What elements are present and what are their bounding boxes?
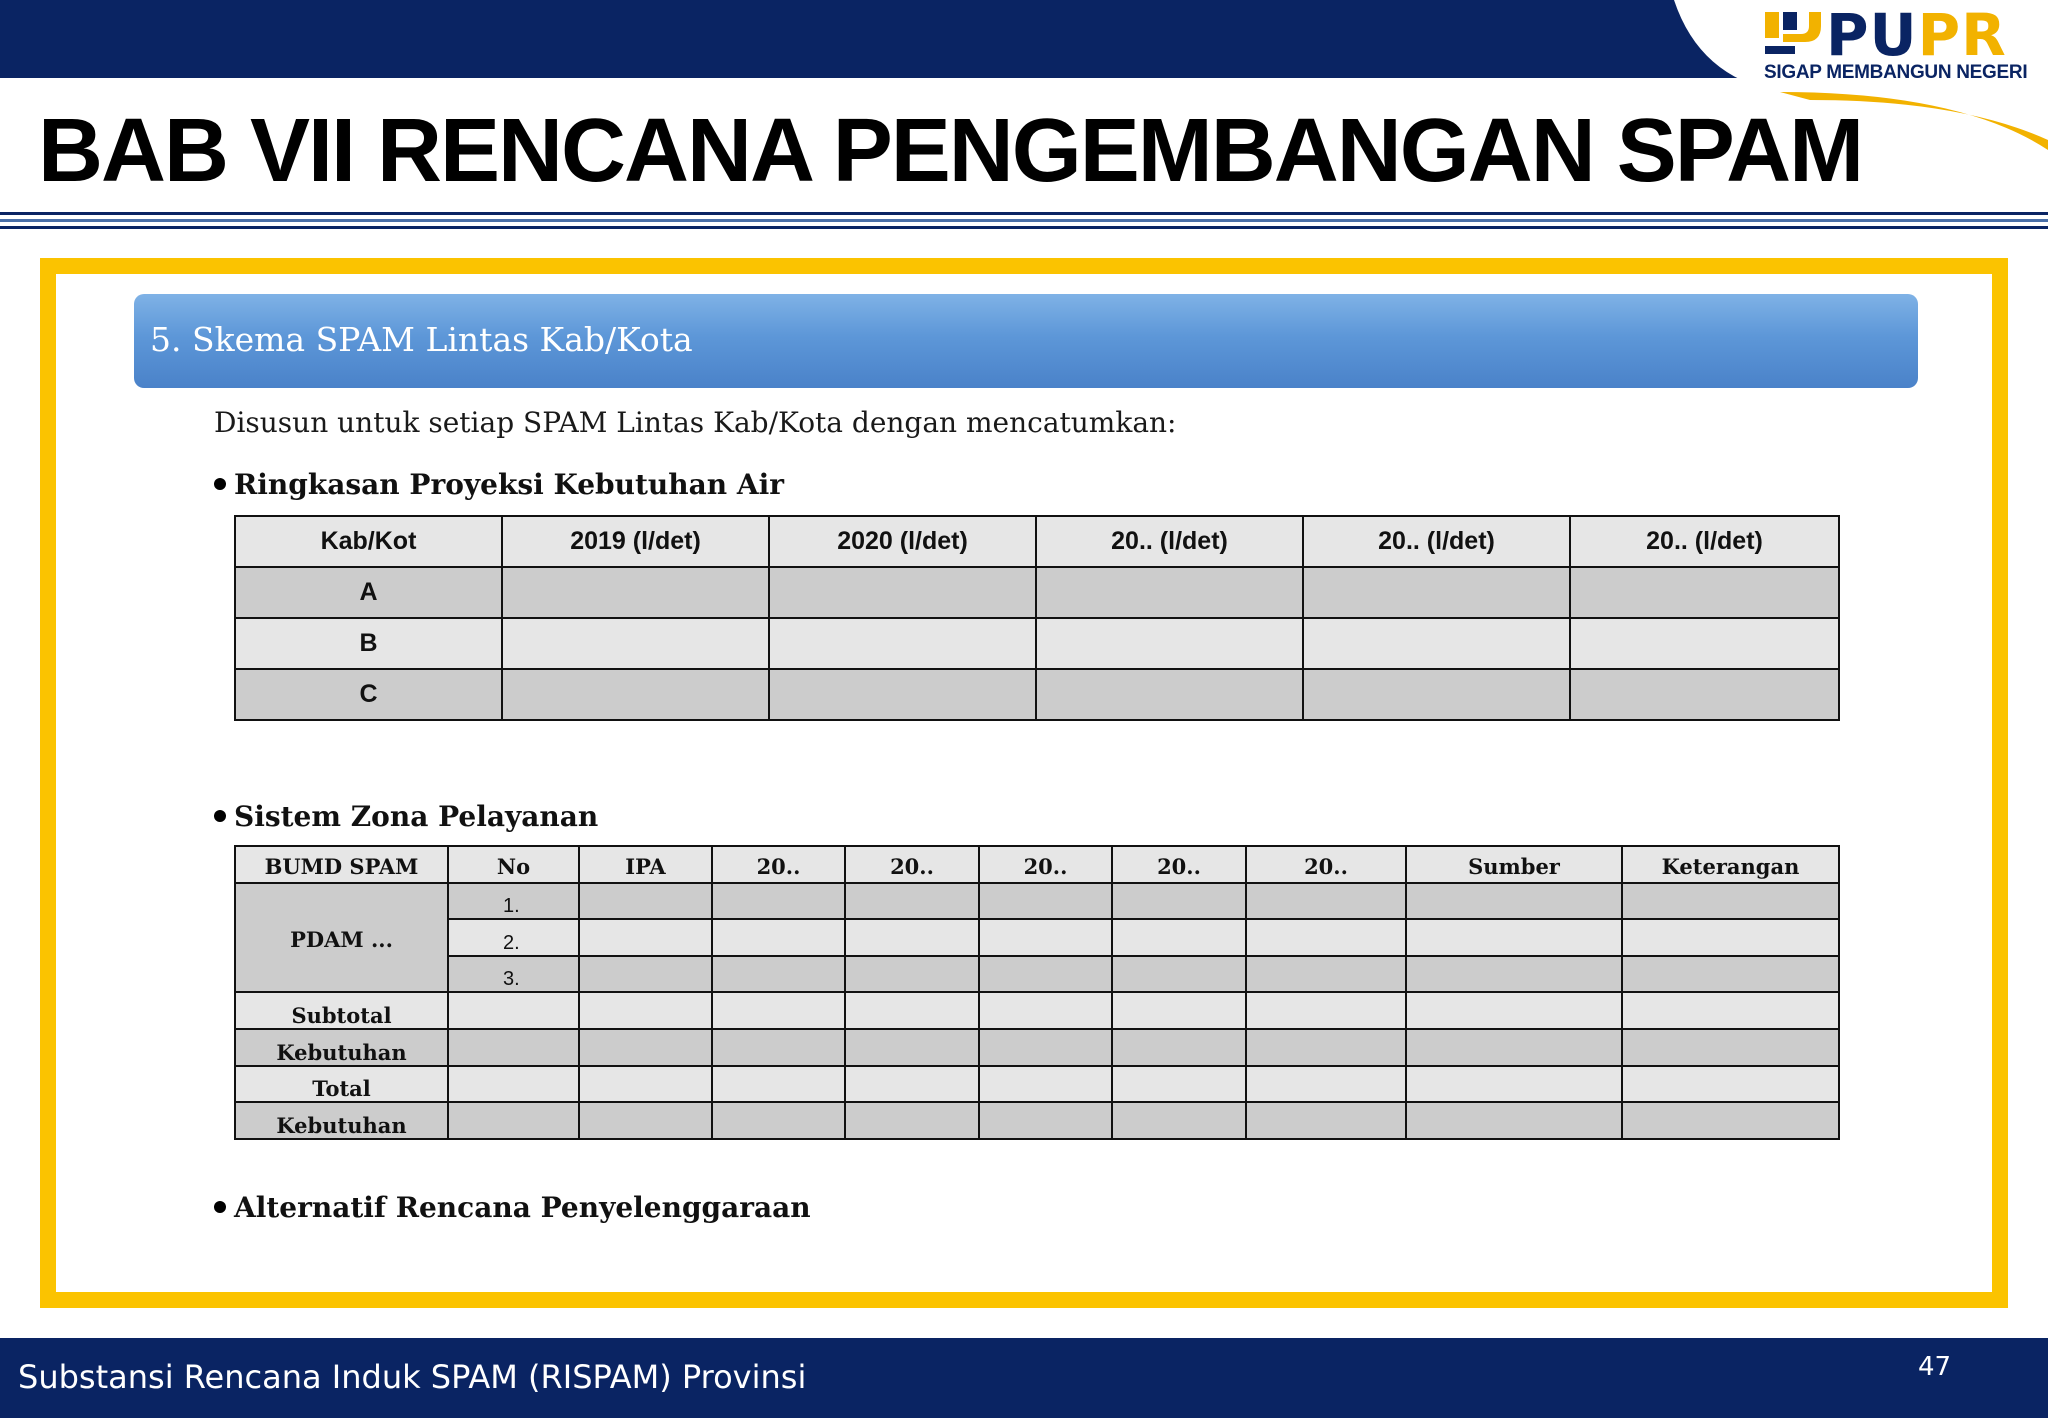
table-row	[235, 618, 1839, 669]
table-cell	[845, 1029, 979, 1066]
row-number: 1.	[448, 883, 579, 920]
table-cell	[845, 1102, 979, 1139]
bullet-dot-icon	[214, 810, 226, 822]
table-cell	[1112, 1102, 1246, 1139]
row-label: Subtotal	[235, 992, 448, 1029]
table-cell	[1622, 883, 1839, 920]
row-label: Kebutuhan	[235, 1102, 448, 1139]
column-header: 2019 (l/det)	[502, 516, 769, 567]
page-title: BAB VII RENCANA PENGEMBANGAN SPAM	[38, 101, 1863, 201]
column-header: 2020 (l/det)	[769, 516, 1036, 567]
pupr-emblem-icon	[1765, 12, 1823, 56]
title-divider	[0, 226, 2048, 229]
table-cell	[579, 992, 712, 1029]
table-cell	[845, 919, 979, 956]
footer-text: Substansi Rencana Induk SPAM (RISPAM) Provinsi	[18, 1358, 807, 1396]
table-cell	[579, 956, 712, 993]
table-cell	[845, 956, 979, 993]
table-cell	[769, 669, 1036, 720]
bullet-item: Ringkasan Proyeksi Kebutuhan Air	[214, 468, 784, 501]
row-number: 3.	[448, 956, 579, 993]
table-header-row	[235, 516, 1839, 567]
table-cell	[1246, 919, 1406, 956]
table-row	[235, 883, 1839, 920]
column-header: 20.. (l/det)	[1570, 516, 1839, 567]
table-cell	[1246, 1029, 1406, 1066]
row-label: B	[235, 618, 502, 669]
table-cell	[769, 567, 1036, 618]
footer-bar	[0, 1338, 2048, 1418]
table-cell	[1570, 567, 1839, 618]
service-zone-table	[234, 845, 1840, 1140]
column-header: No	[448, 846, 579, 883]
column-header: Sumber	[1406, 846, 1622, 883]
table-cell	[1406, 956, 1622, 993]
table-cell	[979, 1029, 1112, 1066]
table-cell	[769, 618, 1036, 669]
table-cell	[1406, 1029, 1622, 1066]
bullet-item: Sistem Zona Pelayanan	[214, 800, 598, 833]
column-header: 20..	[1112, 846, 1246, 883]
table-cell	[1622, 992, 1839, 1029]
table-cell	[448, 1066, 579, 1103]
bullet-dot-icon	[214, 478, 226, 490]
table-cell	[1303, 618, 1570, 669]
table-cell	[1406, 992, 1622, 1029]
table-cell	[1036, 669, 1303, 720]
table-cell	[979, 992, 1112, 1029]
table-cell	[1246, 883, 1406, 920]
table-row	[235, 919, 1839, 956]
table-cell	[1570, 618, 1839, 669]
table-cell	[1406, 883, 1622, 920]
column-header: 20.. (l/det)	[1303, 516, 1570, 567]
table-cell	[502, 618, 769, 669]
bullet-item: Alternatif Rencana Penyelenggaraan	[214, 1191, 811, 1224]
table-cell	[1622, 919, 1839, 956]
table-cell	[1036, 567, 1303, 618]
table-cell	[979, 1102, 1112, 1139]
table-cell	[712, 1102, 845, 1139]
table-cell	[1246, 1102, 1406, 1139]
table-cell	[1622, 1029, 1839, 1066]
table-cell	[1570, 669, 1839, 720]
column-header: 20..	[845, 846, 979, 883]
logo-tagline: SIGAP MEMBANGUN NEGERI	[1764, 62, 2028, 83]
column-header: 20..	[712, 846, 845, 883]
table-cell	[979, 883, 1112, 920]
table-row	[235, 956, 1839, 993]
table-cell	[448, 1029, 579, 1066]
intro-text: Disusun untuk setiap SPAM Lintas Kab/Kota dengan mencatumkan:	[214, 406, 1177, 439]
table-cell	[502, 567, 769, 618]
table-row	[235, 992, 1839, 1029]
column-header: 20.. (l/det)	[1036, 516, 1303, 567]
table-cell	[712, 919, 845, 956]
table-cell	[579, 1102, 712, 1139]
table-cell	[1112, 992, 1246, 1029]
table-cell	[1622, 1102, 1839, 1139]
column-header: 20..	[979, 846, 1112, 883]
table-cell	[712, 992, 845, 1029]
table-cell	[845, 1066, 979, 1103]
table-cell	[979, 1066, 1112, 1103]
row-label: Kebutuhan	[235, 1029, 448, 1066]
table-cell	[1406, 1066, 1622, 1103]
table-cell	[579, 1029, 712, 1066]
table-cell	[1406, 1102, 1622, 1139]
section-heading: 5. Skema SPAM Lintas Kab/Kota	[150, 320, 693, 359]
row-label: A	[235, 567, 502, 618]
table-cell	[712, 956, 845, 993]
pupr-logo-text: PUPR	[1826, 1, 2007, 69]
table-cell	[502, 669, 769, 720]
table-row	[235, 1066, 1839, 1103]
table-cell	[448, 992, 579, 1029]
table-cell	[1112, 883, 1246, 920]
column-header: 20..	[1246, 846, 1406, 883]
table-cell	[979, 919, 1112, 956]
column-header: Keterangan	[1622, 846, 1839, 883]
table-cell	[1246, 992, 1406, 1029]
table-cell	[1622, 956, 1839, 993]
table-cell	[579, 919, 712, 956]
table-cell	[579, 883, 712, 920]
table-cell	[1112, 1029, 1246, 1066]
water-demand-table	[234, 515, 1840, 721]
table-row	[235, 567, 1839, 618]
column-header: BUMD SPAM	[235, 846, 448, 883]
column-header: Kab/Kot	[235, 516, 502, 567]
row-label: C	[235, 669, 502, 720]
table-cell	[712, 883, 845, 920]
bullet-dot-icon	[214, 1201, 226, 1213]
table-row	[235, 1102, 1839, 1139]
table-cell	[1112, 919, 1246, 956]
page-number: 47	[1918, 1352, 1952, 1382]
table-cell	[979, 956, 1112, 993]
table-cell	[1303, 567, 1570, 618]
title-divider	[0, 212, 2048, 215]
row-number: 2.	[448, 919, 579, 956]
table-header-row	[235, 846, 1839, 883]
table-cell	[845, 883, 979, 920]
table-cell	[712, 1066, 845, 1103]
table-row	[235, 669, 1839, 720]
title-divider	[0, 219, 2048, 222]
table-cell	[1112, 1066, 1246, 1103]
pdam-label: PDAM ...	[235, 883, 448, 993]
table-cell	[1303, 669, 1570, 720]
table-cell	[1246, 956, 1406, 993]
table-row	[235, 1029, 1839, 1066]
table-cell	[579, 1066, 712, 1103]
table-cell	[1036, 618, 1303, 669]
row-label: Total	[235, 1066, 448, 1103]
table-cell	[1246, 1066, 1406, 1103]
table-cell	[845, 992, 979, 1029]
section-heading-banner	[134, 294, 1918, 388]
table-cell	[1406, 919, 1622, 956]
table-cell	[1112, 956, 1246, 993]
table-cell	[1622, 1066, 1839, 1103]
table-cell	[448, 1102, 579, 1139]
table-cell	[712, 1029, 845, 1066]
column-header: IPA	[579, 846, 712, 883]
